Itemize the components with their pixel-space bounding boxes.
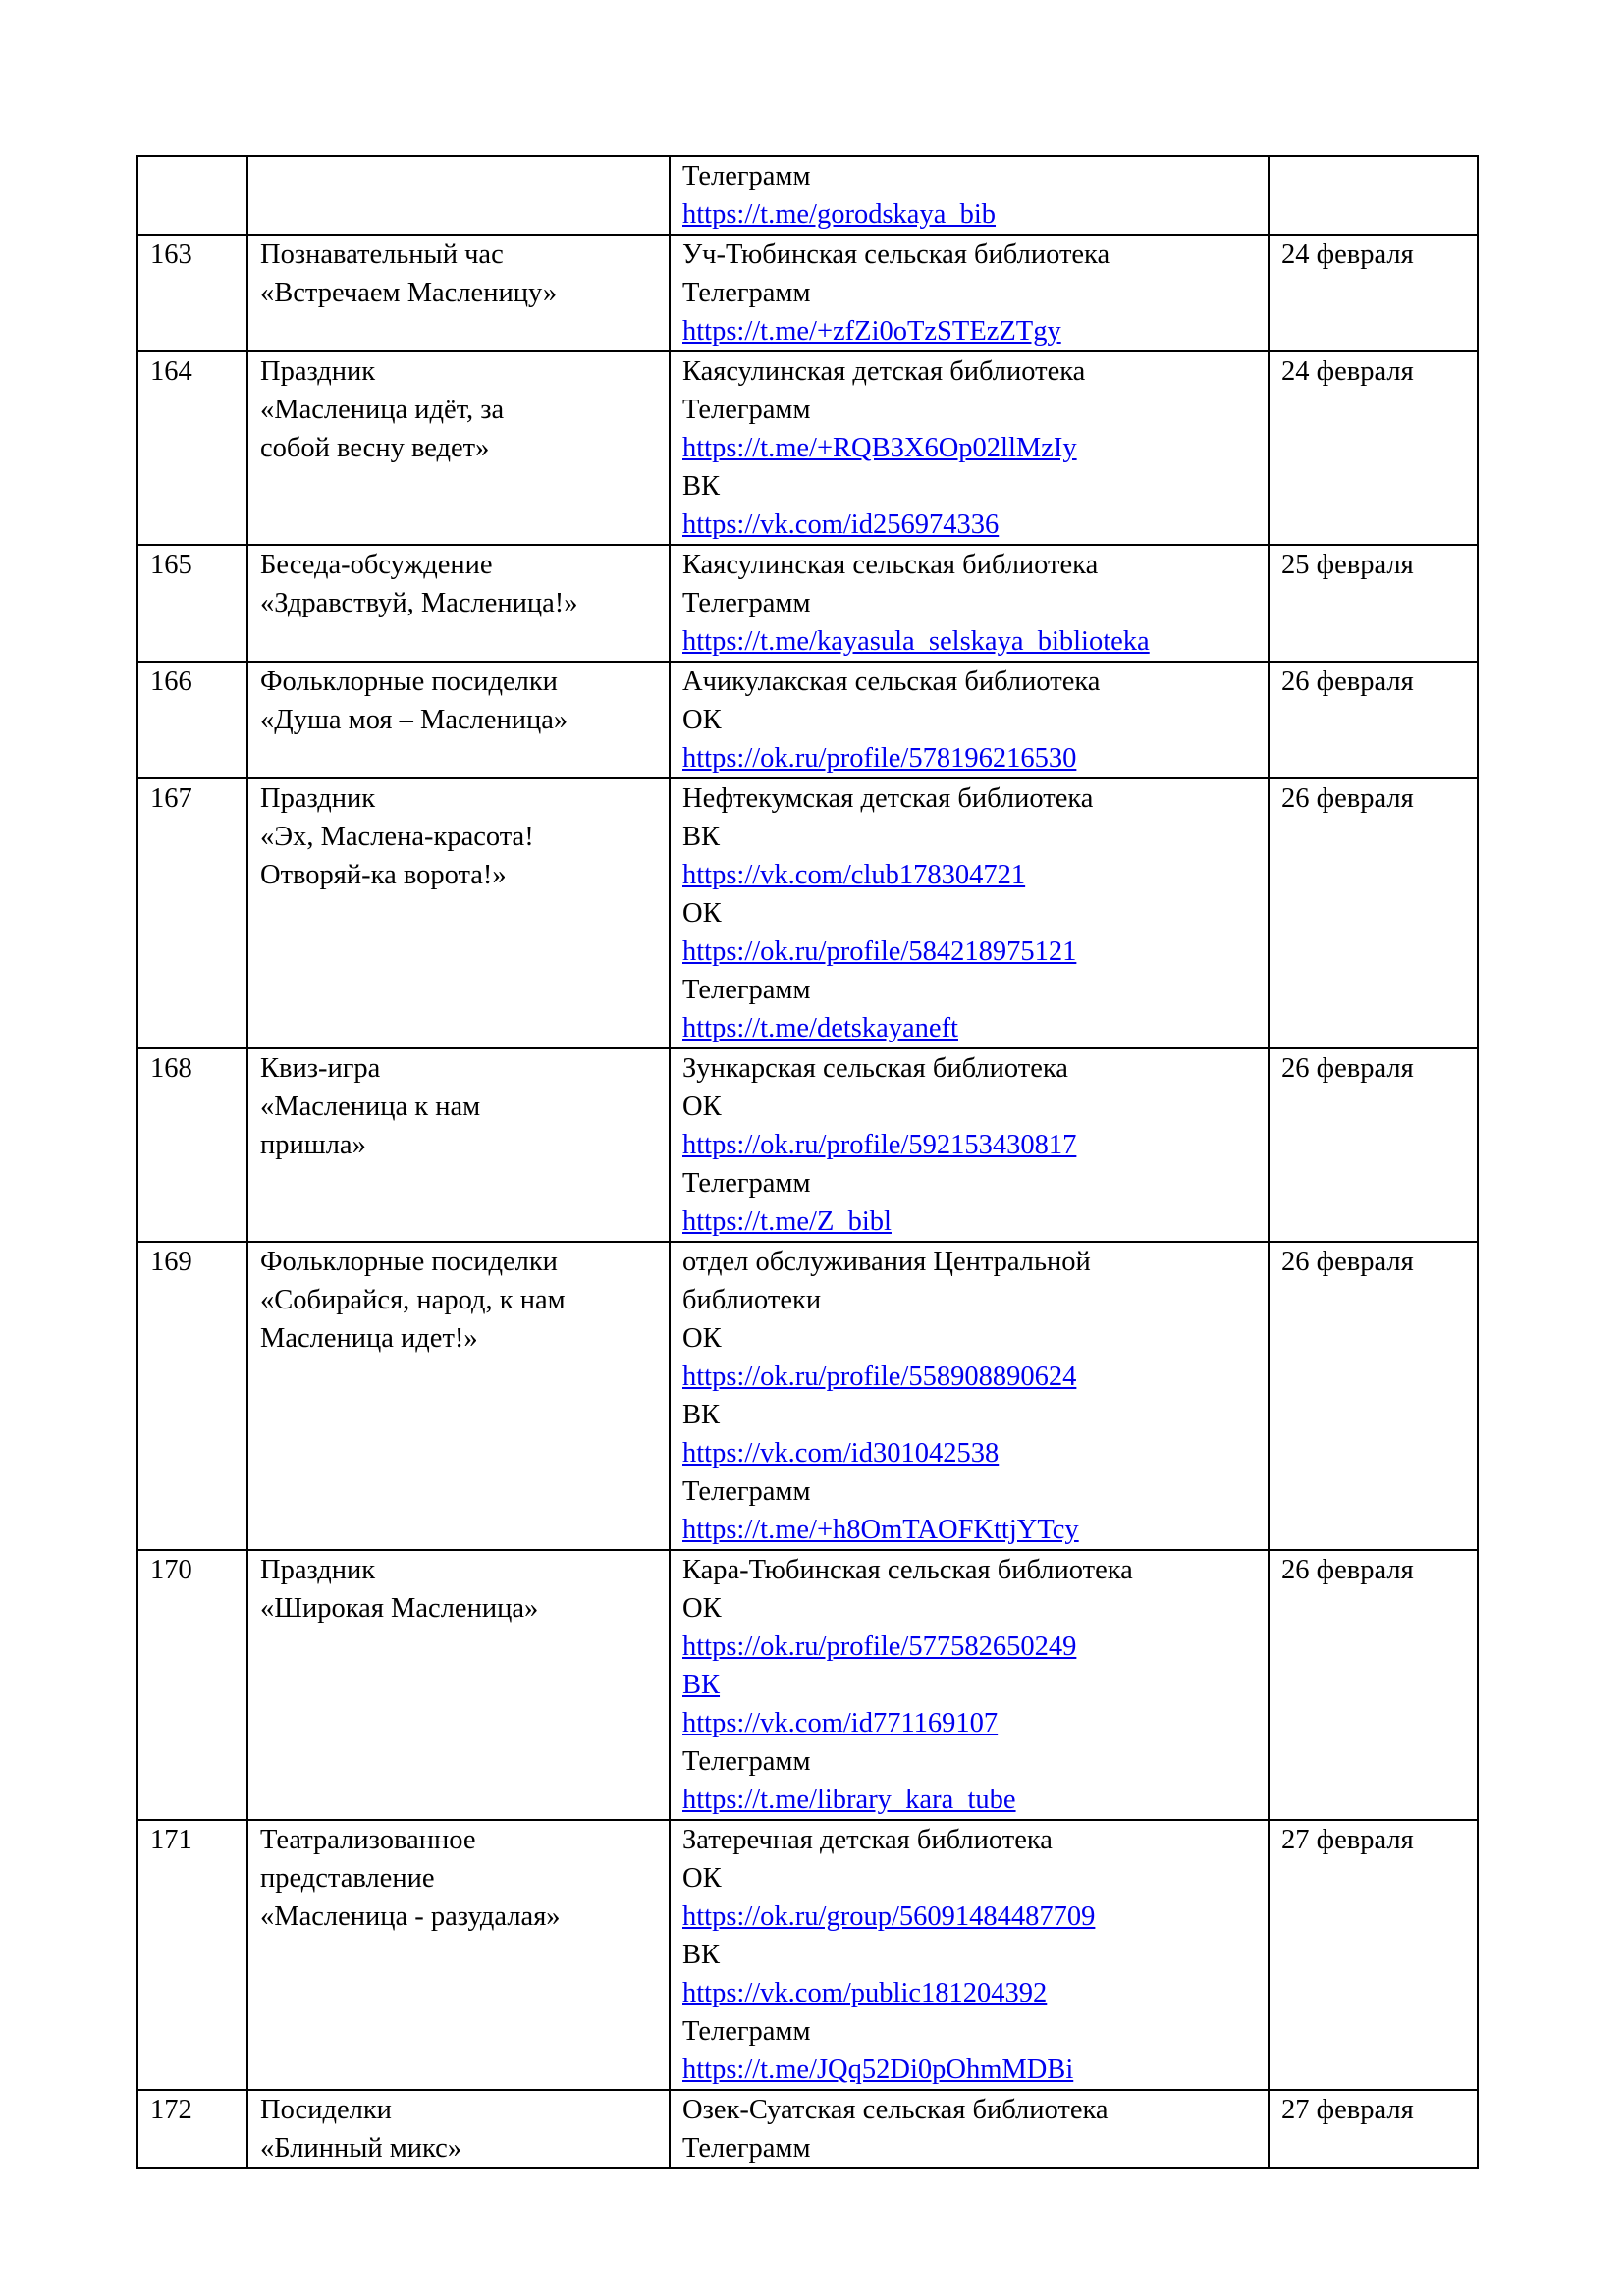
event-title-line: Праздник (260, 783, 376, 814)
date-cell (1269, 156, 1478, 235)
date-cell (1269, 778, 1478, 1048)
event-title-line: «Здравствуй, Масленица!» (260, 588, 578, 618)
event-title-line: пришла» (260, 1130, 366, 1160)
table-row (137, 156, 1478, 235)
event-title-cell (247, 1550, 670, 1820)
social-link[interactable]: ВК (682, 1670, 721, 1700)
event-title-cell (247, 545, 670, 662)
social-link[interactable]: https://ok.ru/profile/577582650249 (682, 1631, 1077, 1662)
table-row (137, 1820, 1478, 2090)
library-line: Телеграмм (682, 1746, 811, 1777)
library-cell (670, 1820, 1269, 2090)
row-number-cell (137, 156, 247, 235)
row-number: 168 (150, 1053, 192, 1084)
event-title-cell (247, 1242, 670, 1550)
date-cell (1269, 662, 1478, 778)
library-line: Каясулинская детская библиотека (682, 356, 1086, 387)
row-number: 163 (150, 240, 192, 270)
row-number: 165 (150, 550, 192, 580)
social-link[interactable]: https://t.me/gorodskaya_bib (682, 199, 997, 230)
library-line: Ачикулакская сельская библиотека (682, 667, 1101, 697)
date-cell (1269, 2090, 1478, 2168)
date-cell (1269, 351, 1478, 545)
event-title-line: Театрализованное (260, 1825, 476, 1855)
social-link[interactable]: https://t.me/library_kara_tube (682, 1785, 1016, 1815)
library-cell (670, 662, 1269, 778)
event-date: 24 февраля (1281, 356, 1414, 387)
table-row (137, 2090, 1478, 2168)
library-line: Телеграмм (682, 278, 811, 308)
event-title-line: «Душа моя – Масленица» (260, 705, 568, 735)
event-title-line: «Масленица идёт, за (260, 395, 505, 425)
row-number-cell (137, 778, 247, 1048)
library-cell (670, 156, 1269, 235)
social-link[interactable]: https://vk.com/club178304721 (682, 860, 1026, 890)
event-date: 27 февраля (1281, 2095, 1414, 2125)
social-link[interactable]: https://vk.com/id301042538 (682, 1438, 1000, 1468)
row-number: 166 (150, 667, 192, 697)
event-title-line: «Эх, Маслена-красота! (260, 822, 534, 852)
library-line: ВК (682, 471, 721, 502)
row-number-cell (137, 662, 247, 778)
row-number: 169 (150, 1247, 192, 1277)
row-number: 170 (150, 1555, 192, 1585)
library-cell (670, 351, 1269, 545)
event-date: 25 февраля (1281, 550, 1414, 580)
event-title-line: Праздник (260, 1555, 376, 1585)
event-date: 27 февраля (1281, 1825, 1414, 1855)
events-table (136, 155, 1479, 2169)
event-title-cell (247, 662, 670, 778)
table-row (137, 1550, 1478, 1820)
social-link[interactable]: https://t.me/detskayaneft (682, 1013, 958, 1043)
social-link[interactable]: https://t.me/+h8OmTAOFKttjYTcy (682, 1515, 1079, 1545)
row-number-cell (137, 1048, 247, 1242)
library-cell (670, 1048, 1269, 1242)
event-title-line: Квиз-игра (260, 1053, 381, 1084)
library-line: ВК (682, 1400, 721, 1430)
event-title-cell (247, 1048, 670, 1242)
event-date: 26 февраля (1281, 1053, 1414, 1084)
row-number-cell (137, 1820, 247, 2090)
row-number-cell (137, 1242, 247, 1550)
library-line: Озек-Суатская сельская библиотека (682, 2095, 1109, 2125)
library-line: ОК (682, 1323, 722, 1354)
event-title-cell (247, 156, 670, 235)
event-date: 26 февраля (1281, 1247, 1414, 1277)
event-title-line: «Встречаем Масленицу» (260, 278, 558, 308)
event-title-line: «Широкая Масленица» (260, 1593, 539, 1624)
date-cell (1269, 1550, 1478, 1820)
row-number-cell (137, 351, 247, 545)
social-link[interactable]: https://t.me/kayasula_selskaya_biblioteka (682, 626, 1150, 657)
event-title-line: Отворяй-ка ворота!» (260, 860, 507, 890)
events-table-body (137, 156, 1478, 2168)
library-line: ОК (682, 1092, 722, 1122)
event-title-line: «Масленица - разудалая» (260, 1901, 561, 1932)
social-link[interactable]: https://ok.ru/profile/558908890624 (682, 1362, 1077, 1392)
event-title-line: Посиделки (260, 2095, 392, 2125)
event-date: 26 февраля (1281, 1555, 1414, 1585)
social-link[interactable]: https://vk.com/public181204392 (682, 1978, 1048, 2008)
library-line: Телеграмм (682, 588, 811, 618)
event-title-cell (247, 2090, 670, 2168)
library-line: Кара-Тюбинская сельская библиотека (682, 1555, 1133, 1585)
row-number-cell (137, 545, 247, 662)
event-title-line: представление (260, 1863, 435, 1894)
event-date: 26 февраля (1281, 667, 1414, 697)
library-line: ВК (682, 822, 721, 852)
date-cell (1269, 1242, 1478, 1550)
library-line: Телеграмм (682, 161, 811, 191)
library-line: Телеграмм (682, 1476, 811, 1507)
library-line: Уч-Тюбинская сельская библиотека (682, 240, 1110, 270)
social-link[interactable]: https://t.me/+RQB3X6Op02llMzIy (682, 433, 1077, 463)
event-title-line: Беседа-обсуждение (260, 550, 493, 580)
event-title-cell (247, 1820, 670, 2090)
social-link[interactable]: https://vk.com/id771169107 (682, 1708, 999, 1738)
library-line: ОК (682, 1863, 722, 1894)
table-row (137, 778, 1478, 1048)
table-row (137, 1242, 1478, 1550)
event-title-line: Познавательный час (260, 240, 504, 270)
library-cell (670, 545, 1269, 662)
social-link[interactable]: https://ok.ru/profile/592153430817 (682, 1130, 1077, 1160)
row-number: 171 (150, 1825, 192, 1855)
library-line: ОК (682, 1593, 722, 1624)
event-title-line: Фольклорные посиделки (260, 1247, 558, 1277)
table-row (137, 235, 1478, 351)
date-cell (1269, 235, 1478, 351)
date-cell (1269, 1820, 1478, 2090)
library-line: Телеграмм (682, 395, 811, 425)
social-link[interactable]: https://t.me/+zfZi0oTzSTEzZTgy (682, 316, 1061, 347)
library-line: Затеречная детская библиотека (682, 1825, 1053, 1855)
event-title-cell (247, 778, 670, 1048)
library-line: ОК (682, 705, 722, 735)
library-cell (670, 235, 1269, 351)
library-line: отдел обслуживания Центральной (682, 1247, 1091, 1277)
table-row (137, 351, 1478, 545)
library-cell (670, 1242, 1269, 1550)
event-date: 24 февраля (1281, 240, 1414, 270)
library-line: Телеграмм (682, 2016, 811, 2047)
library-line: Нефтекумская детская библиотека (682, 783, 1094, 814)
event-title-line: «Масленица к нам (260, 1092, 481, 1122)
row-number-cell (137, 2090, 247, 2168)
library-line: Телеграмм (682, 975, 811, 1005)
library-line: Телеграмм (682, 1168, 811, 1199)
library-line: Телеграмм (682, 2133, 811, 2163)
event-title-line: Праздник (260, 356, 376, 387)
date-cell (1269, 545, 1478, 662)
event-title-line: собой весну ведет» (260, 433, 490, 463)
event-title-line: «Собирайся, народ, к нам (260, 1285, 566, 1315)
row-number: 164 (150, 356, 192, 387)
library-line: Каясулинская сельская библиотека (682, 550, 1099, 580)
event-date: 26 февраля (1281, 783, 1414, 814)
event-title-line: «Блинный микс» (260, 2133, 462, 2163)
event-title-cell (247, 351, 670, 545)
social-link[interactable]: https://ok.ru/group/56091484487709 (682, 1901, 1096, 1932)
table-row (137, 662, 1478, 778)
library-cell (670, 2090, 1269, 2168)
library-line: ОК (682, 898, 722, 929)
social-link[interactable]: https://ok.ru/profile/578196216530 (682, 743, 1077, 774)
social-link[interactable]: https://ok.ru/profile/584218975121 (682, 936, 1077, 967)
library-cell (670, 778, 1269, 1048)
row-number-cell (137, 1550, 247, 1820)
row-number: 167 (150, 783, 192, 814)
library-line: Зункарская сельская библиотека (682, 1053, 1068, 1084)
table-row (137, 1048, 1478, 1242)
table-row (137, 545, 1478, 662)
row-number: 172 (150, 2095, 192, 2125)
event-title-cell (247, 235, 670, 351)
library-cell (670, 1550, 1269, 1820)
event-title-line: Фольклорные посиделки (260, 667, 558, 697)
social-link[interactable]: https://t.me/Z_bibl (682, 1206, 892, 1237)
library-line: библиотеки (682, 1285, 822, 1315)
event-title-line: Масленица идет!» (260, 1323, 478, 1354)
row-number-cell (137, 235, 247, 351)
library-line: ВК (682, 1940, 721, 1970)
social-link[interactable]: https://vk.com/id256974336 (682, 509, 1000, 540)
date-cell (1269, 1048, 1478, 1242)
social-link[interactable]: https://t.me/JQq52Di0pOhmMDBi (682, 2055, 1074, 2085)
